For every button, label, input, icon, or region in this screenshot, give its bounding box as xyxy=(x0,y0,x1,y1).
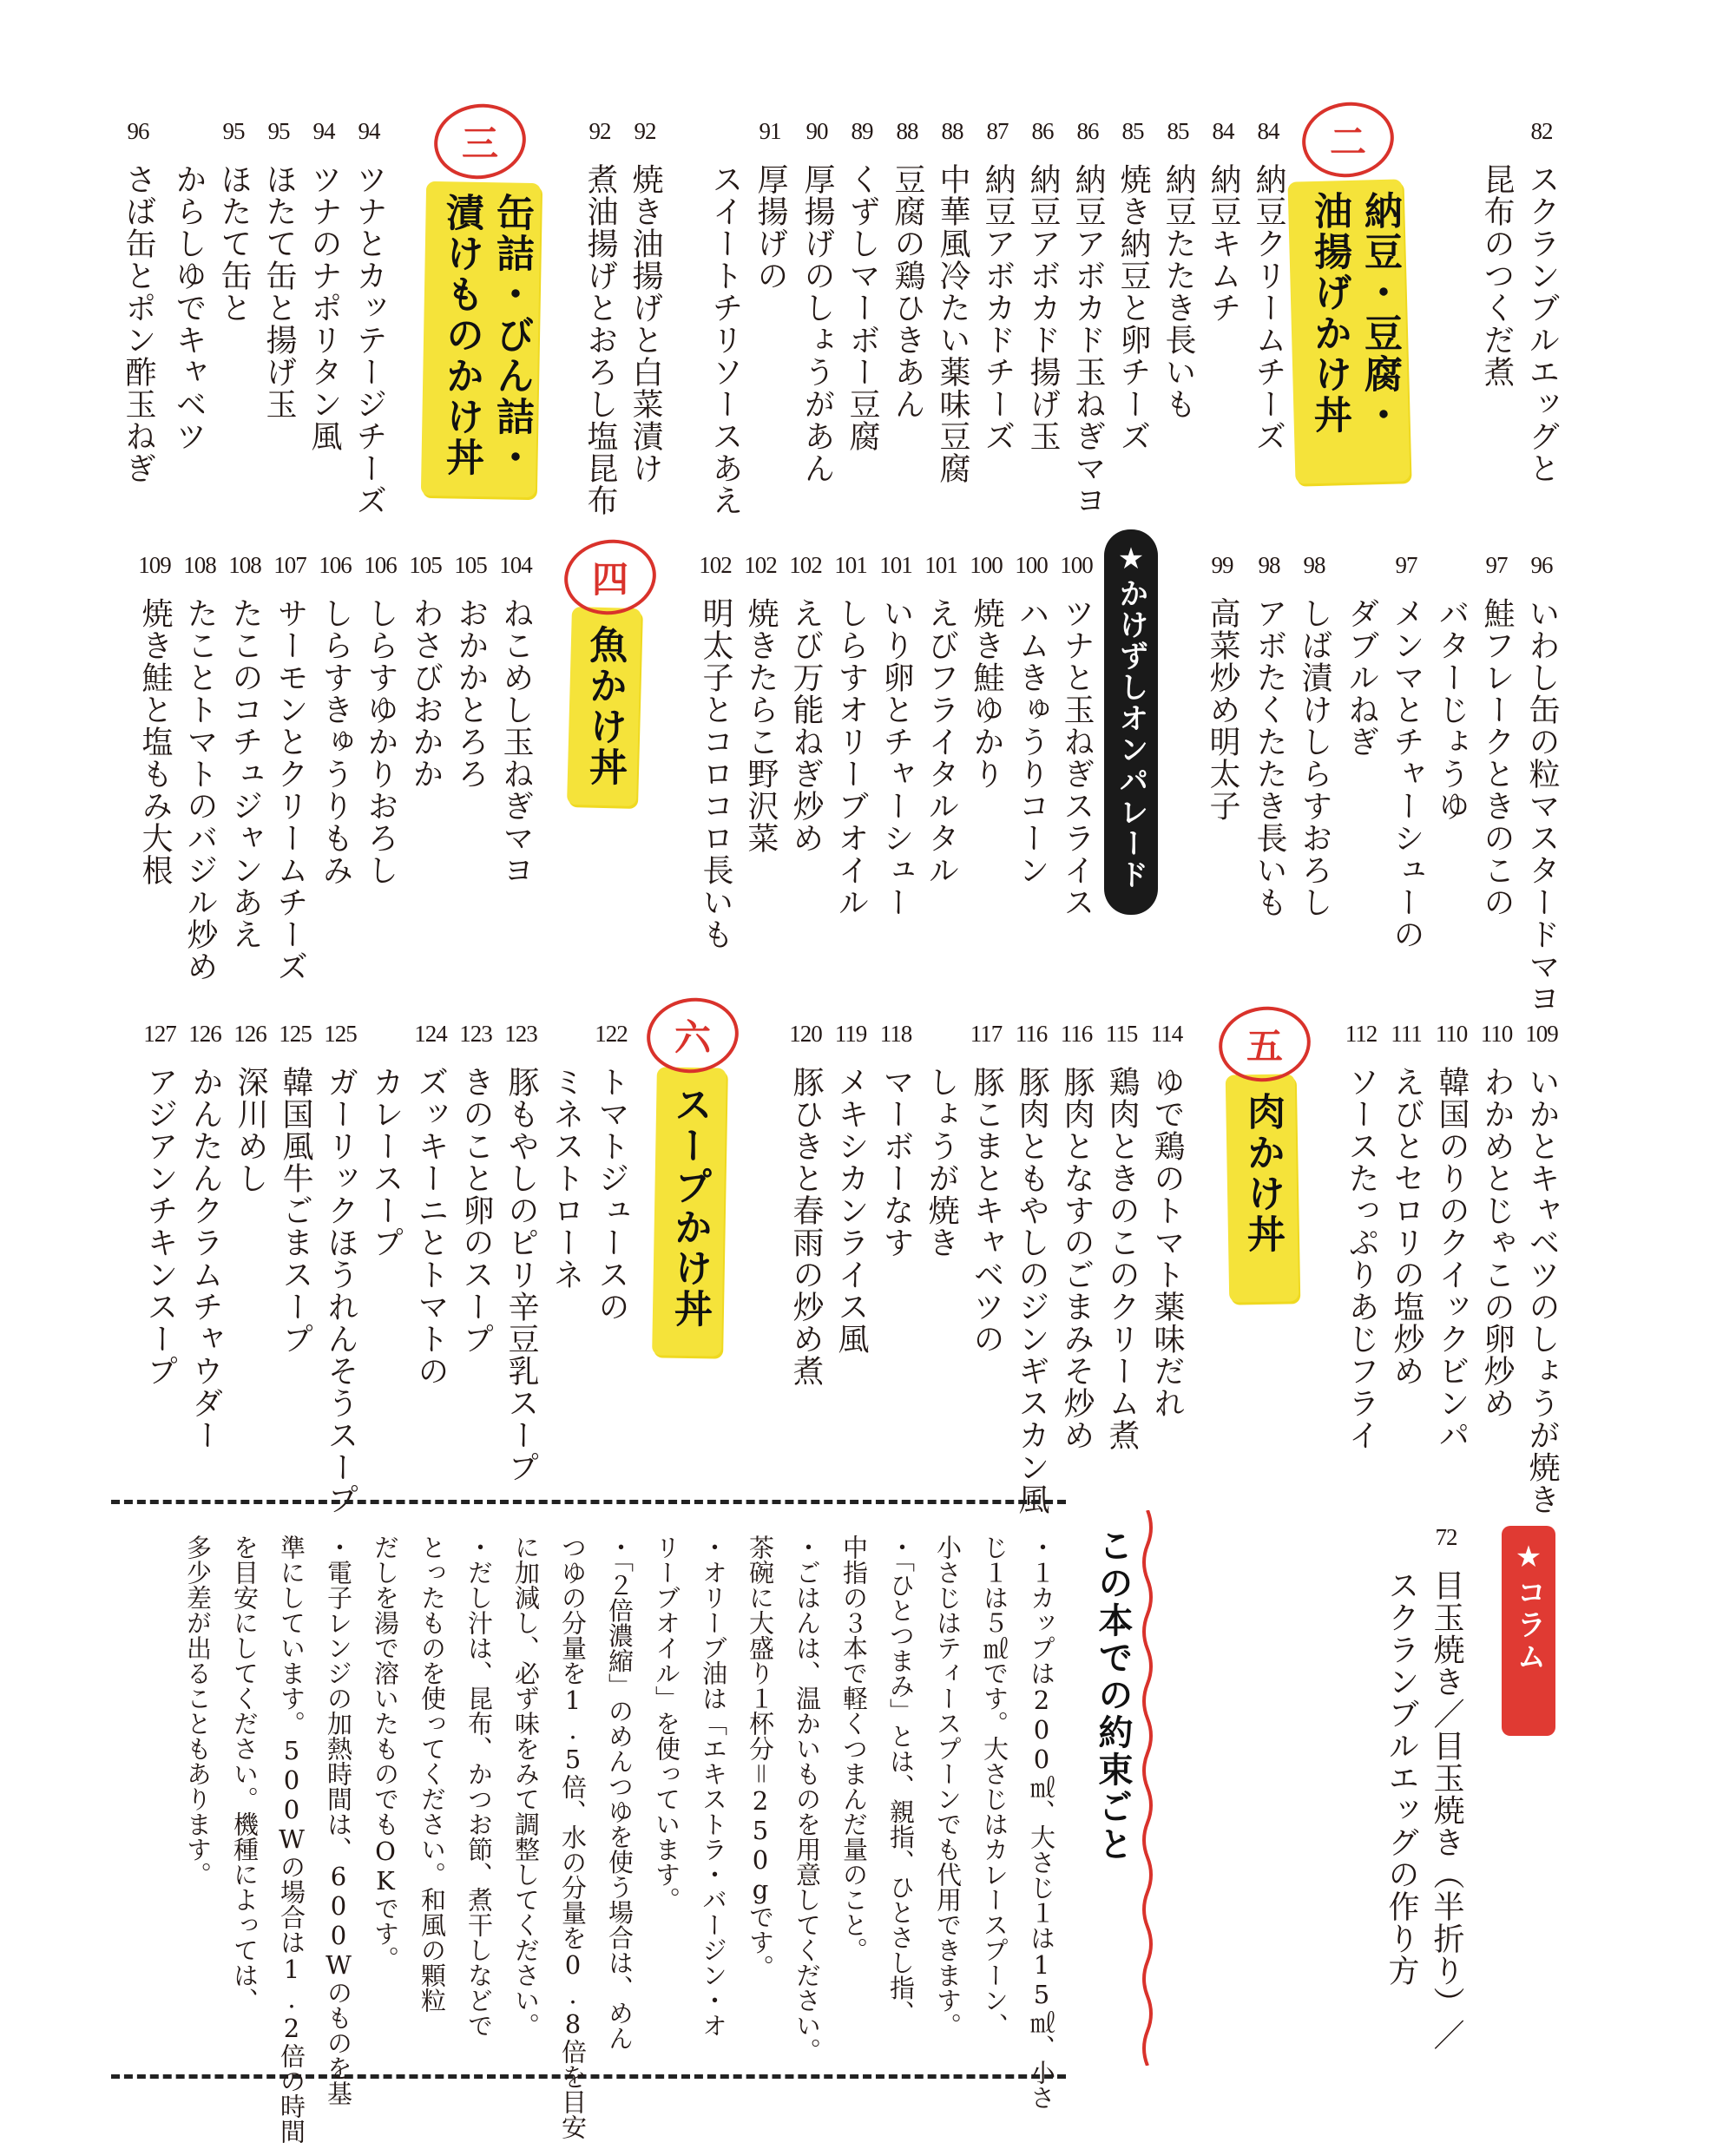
heading-line: スープかけ丼 xyxy=(667,1085,712,1330)
recipe-title: ズッキーニとトマトの xyxy=(413,1066,449,1387)
recipe-title: スクランブルエッグと xyxy=(1524,163,1560,484)
page-number: 92 xyxy=(634,118,656,144)
page-number: 90 xyxy=(806,118,828,144)
recipe-title: 中華風冷たい薬味豆腐 xyxy=(935,163,970,484)
page-number: 123 xyxy=(504,1021,537,1047)
rules-top-dashed-rule xyxy=(111,1500,1066,1504)
page-number: 88 xyxy=(941,118,963,144)
recipe-title: えびフライタルタル xyxy=(924,597,959,886)
page-number: 97 xyxy=(1395,552,1417,578)
page-number: 111 xyxy=(1391,1021,1422,1047)
page-number: 127 xyxy=(143,1021,176,1047)
page-number: 86 xyxy=(1031,118,1054,144)
recipe-title: 納豆キムチ xyxy=(1206,163,1241,324)
recipe-title: ツナと玉ねぎスライス xyxy=(1059,597,1095,918)
page-number: 88 xyxy=(896,118,918,144)
kakezushi-badge xyxy=(1104,529,1158,915)
recipe-title: アボたくたたき長いも xyxy=(1252,597,1287,918)
recipe-title: スクランブルエッグの作り方 xyxy=(1384,1569,1419,1987)
rule-line: だしを湯で溶いたものでもOKです。 xyxy=(371,1535,400,1971)
recipe-title: いわし缶の粒マスタードマヨ xyxy=(1524,597,1560,1015)
recipe-title: おかかとろろ xyxy=(453,597,489,790)
recipe-title: えびとセロリの塩炒め xyxy=(1389,1066,1424,1387)
recipe-title: 豚肉ともやしのジンギスカン風 xyxy=(1014,1066,1049,1515)
page-number: 104 xyxy=(499,552,532,578)
heading-line: 魚かけ丼 xyxy=(582,625,627,788)
page-number: 95 xyxy=(222,118,245,144)
rule-line: 茶碗に大盛り１杯分＝250gです。 xyxy=(746,1535,775,1980)
rule-line: ・１カップは200㎖、大さじ１は15㎖、小さ xyxy=(1027,1535,1056,2110)
page-number: 98 xyxy=(1258,552,1280,578)
page-number: 99 xyxy=(1211,552,1233,578)
recipe-title: たことトマトのバジル炒め xyxy=(182,597,218,982)
page-number: 89 xyxy=(851,118,873,144)
page-number: 100 xyxy=(1015,552,1048,578)
recipe-title: ほたて缶と xyxy=(216,163,252,324)
section-mark-6: 六 xyxy=(642,992,744,1079)
recipe-title: 厚揚げの xyxy=(753,163,788,292)
page-number: 106 xyxy=(319,552,352,578)
page-number: 115 xyxy=(1105,1021,1138,1047)
recipe-title: 納豆アボカド玉ねぎマヨ xyxy=(1070,163,1106,516)
column-badge xyxy=(1502,1526,1555,1736)
page-number: 84 xyxy=(1212,118,1234,144)
page-number: 124 xyxy=(414,1021,447,1047)
page-number: 120 xyxy=(789,1021,822,1047)
page-number: 126 xyxy=(188,1021,221,1047)
page-number: 101 xyxy=(834,552,867,578)
recipe-title: 納豆たたき長いも xyxy=(1161,163,1196,420)
section-mark-3: 三 xyxy=(430,98,531,185)
page-number: 110 xyxy=(1435,1021,1468,1047)
page-number: 116 xyxy=(1060,1021,1093,1047)
page-number: 85 xyxy=(1167,118,1189,144)
recipe-title: 納豆アボカド揚げ玉 xyxy=(1025,163,1061,452)
recipe-title: ソースたっぷりあじフライ xyxy=(1344,1066,1379,1451)
page-number: 101 xyxy=(879,552,912,578)
page-number: 110 xyxy=(1480,1021,1513,1047)
rule-line: を目安にしてください。機種によっては、 xyxy=(230,1535,260,2013)
heading-line: 缶詰・びん詰・ xyxy=(490,193,534,478)
page-number: 107 xyxy=(273,552,306,578)
page-number: 105 xyxy=(409,552,442,578)
rule-line: 多少差が出ることもあります。 xyxy=(183,1535,213,1887)
rule-line: に加減し、必ず味をみて調整してください。 xyxy=(511,1535,541,2038)
recipe-title: いり卵とチャーシュー xyxy=(878,597,914,918)
recipe-title: カレースープ xyxy=(368,1066,404,1259)
page-number: 86 xyxy=(1076,118,1099,144)
page-number: 119 xyxy=(834,1021,867,1047)
recipe-title: ツナのナポリタン風 xyxy=(306,163,342,452)
page-number: 94 xyxy=(358,118,380,144)
recipe-title: 高菜炒め明太子 xyxy=(1205,597,1240,822)
page-number: 126 xyxy=(233,1021,266,1047)
page-number: 105 xyxy=(454,552,487,578)
recipe-title: しらすゆかりおろし xyxy=(363,597,398,886)
section-heading-2 xyxy=(1304,191,1404,436)
page-number: 102 xyxy=(789,552,822,578)
recipe-title: 昆布のつくだ煮 xyxy=(1479,163,1515,388)
kakezushi-heading: ★かけずしオンパレード xyxy=(1114,542,1148,890)
recipe-title: 深川めし xyxy=(233,1066,268,1194)
rule-line: ・「２倍濃縮」のめんつゆを使う場合は、めん xyxy=(605,1535,635,2051)
recipe-title: サーモンとクリームチーズ xyxy=(273,597,308,982)
rule-line: 中指の３本で軽くつまんだ量のこと。 xyxy=(839,1535,869,1962)
recipe-title: たこのコチュジャンあえ xyxy=(227,597,263,950)
recipe-title: 焼き油揚げと白菜漬け xyxy=(628,163,663,484)
page-number: 114 xyxy=(1150,1021,1183,1047)
recipe-title: マーボーなす xyxy=(878,1066,914,1259)
recipe-title: 焼き鮭と塩もみ大根 xyxy=(137,597,173,886)
recipe-title: 韓国風牛ごまスープ xyxy=(278,1066,313,1355)
recipe-title: きのこと卵のスープ xyxy=(458,1066,494,1355)
page-number: 102 xyxy=(744,552,777,578)
recipe-title: ハムきゅうりコーン xyxy=(1014,597,1049,886)
recipe-title: スイートチリソースあえ xyxy=(707,163,743,516)
recipe-title: ねこめし玉ねぎマヨ xyxy=(498,597,534,886)
page-number: 108 xyxy=(183,552,216,578)
recipe-title: トマトジュースの xyxy=(594,1066,629,1323)
recipe-title: 納豆クリームチーズ xyxy=(1251,163,1286,452)
page-number: 125 xyxy=(279,1021,312,1047)
recipe-title: いかとキャベツのしょうが焼き xyxy=(1524,1066,1560,1515)
page-number: 92 xyxy=(589,118,611,144)
recipe-title: しらすオリーブオイル xyxy=(833,597,869,918)
page-number: 123 xyxy=(459,1021,492,1047)
section-mark-2: 二 xyxy=(1298,96,1399,183)
section-heading-5 xyxy=(1237,1092,1287,1255)
page-number: 96 xyxy=(1530,552,1553,578)
rule-line: リーブオイル」を使っています。 xyxy=(652,1535,681,1912)
page-number: 100 xyxy=(1060,552,1093,578)
recipe-title: 厚揚げのしょうがあん xyxy=(799,163,835,484)
rules-title: この本での約束ごと xyxy=(1093,1528,1133,1863)
page-number: 125 xyxy=(324,1021,357,1047)
recipe-title: 豚肉となすのごまみそ炒め xyxy=(1059,1066,1095,1451)
recipe-title: 焼き鮭ゆかり xyxy=(969,597,1004,790)
recipe-title: えび万能ねぎ炒め xyxy=(788,597,824,854)
recipe-title: ゆで鶏のトマト薬味だれ xyxy=(1149,1066,1185,1419)
recipe-title: ほたて缶と揚げ玉 xyxy=(261,163,297,420)
rule-line: ・オリーブ油は「エキストラ・バージン・オ xyxy=(699,1535,728,2038)
recipe-title: しょうが焼き xyxy=(924,1066,959,1259)
recipe-title: メンマとチャーシューの xyxy=(1389,597,1424,950)
recipe-title: 焼き納豆と卵チーズ xyxy=(1115,163,1151,452)
rule-line: ・ごはんは、温かいものを用意してください。 xyxy=(792,1535,822,2063)
page-number: 117 xyxy=(970,1021,1003,1047)
recipe-title: 鶏肉ときのこのクリーム煮 xyxy=(1104,1066,1140,1451)
rule-line: ・「ひとつまみ」とは、親指、ひとさし指、 xyxy=(886,1535,916,2026)
section-mark-4: 四 xyxy=(560,534,661,621)
recipe-title: 納豆アボカドチーズ xyxy=(980,163,1016,452)
page-number: 91 xyxy=(759,118,781,144)
recipe-title: バターじょうゆ xyxy=(1434,597,1470,822)
rules-title-wavy-rule xyxy=(1139,1510,1156,2066)
section-heading-4 xyxy=(579,625,629,788)
recipe-title: 豚ひきと春雨の炒め煮 xyxy=(788,1066,824,1387)
page-number: 85 xyxy=(1121,118,1144,144)
recipe-title: 韓国のりのクイックビンパ xyxy=(1434,1066,1470,1451)
page-number: 116 xyxy=(1015,1021,1048,1047)
rule-line: じ１は５㎖です。大さじはカレースプーン、 xyxy=(980,1535,1009,2038)
page-number: 94 xyxy=(312,118,335,144)
recipe-title: わかめとじゃこの卵炒め xyxy=(1479,1066,1515,1419)
page-number: 109 xyxy=(138,552,171,578)
recipe-title: 豚もやしのピリ辛豆乳スープ xyxy=(503,1066,539,1483)
recipe-title: わさびおかか xyxy=(408,597,444,790)
recipe-title: アジアンチキンスープ xyxy=(142,1066,178,1387)
page-number: 98 xyxy=(1303,552,1325,578)
recipe-title: 焼きたらこ野沢菜 xyxy=(743,597,779,854)
page-number: 101 xyxy=(924,552,957,578)
page-number: 82 xyxy=(1530,118,1553,144)
section-mark-5: 五 xyxy=(1214,1001,1316,1088)
page-number: 122 xyxy=(595,1021,628,1047)
recipe-title: 煮油揚げとおろし塩昆布 xyxy=(582,163,618,516)
recipe-title: 豚こまとキャベツの xyxy=(969,1066,1004,1355)
recipe-title: ツナとカッテージチーズ xyxy=(352,163,387,516)
rule-line: とったものを使ってください。和風の顆粒 xyxy=(418,1535,447,2013)
page-number: 109 xyxy=(1525,1021,1558,1047)
page-number: 108 xyxy=(228,552,261,578)
recipe-title: 豆腐の鶏ひきあん xyxy=(890,163,925,420)
heading-line: 納豆・豆腐・ xyxy=(1358,191,1402,436)
section-heading-6 xyxy=(664,1085,714,1330)
page-number: 106 xyxy=(364,552,397,578)
page-number: 87 xyxy=(986,118,1009,144)
rule-line: ・電子レンジの加熱時間は、600Wのものを基 xyxy=(324,1535,353,2106)
recipe-title: 明太子とコロコロ長いも xyxy=(698,597,733,950)
heading-line: 漬けものかけ丼 xyxy=(439,193,483,478)
page-number: 118 xyxy=(879,1021,912,1047)
section-heading-3 xyxy=(436,193,536,478)
rule-line: つゆの分量を1.5倍、水の分量を0.8倍を目安 xyxy=(558,1535,588,2139)
page-number: 102 xyxy=(699,552,732,578)
recipe-title: さば缶とポン酢玉ねぎ xyxy=(121,163,156,484)
recipe-title: ガーリックほうれんそうスープ xyxy=(323,1066,358,1515)
rule-line: 準にしています。500Wの場合は1.2倍の時間 xyxy=(277,1535,306,2144)
page-number: 97 xyxy=(1485,552,1508,578)
heading-line: 肉かけ丼 xyxy=(1240,1092,1285,1255)
recipe-title: かんたんクラムチャウダー xyxy=(187,1066,223,1451)
rule-line: 小さじはティースプーンでも代用できます。 xyxy=(933,1535,963,2038)
recipe-title: からしゆでキャベツ xyxy=(171,163,207,452)
heading-line: 油揚げかけ丼 xyxy=(1307,191,1351,436)
recipe-title: ダブルねぎ xyxy=(1344,597,1379,758)
page-number: 84 xyxy=(1257,118,1279,144)
recipe-title: しらすきゅうりもみ xyxy=(318,597,353,886)
column-badge-label: ★コラム xyxy=(1511,1540,1546,1673)
page-number: 112 xyxy=(1345,1021,1378,1047)
recipe-title: メキシカンライス風 xyxy=(833,1066,869,1355)
page-number: 100 xyxy=(970,552,1003,578)
recipe-title: しば漬けしらすおろし xyxy=(1297,597,1332,918)
recipe-title: 目玉焼き／目玉焼き（半折り）／ xyxy=(1429,1569,1464,2051)
page-number: 72 xyxy=(1435,1524,1457,1550)
page-number: 95 xyxy=(267,118,290,144)
rule-line: ・だし汁は、昆布、かつお節、煮干しなどで xyxy=(464,1535,494,2038)
page-number: 96 xyxy=(127,118,149,144)
recipe-title: くずしマーボー豆腐 xyxy=(845,163,880,452)
recipe-title: ミネストローネ xyxy=(549,1066,584,1291)
recipe-title: 鮭フレークときのこの xyxy=(1479,597,1515,918)
